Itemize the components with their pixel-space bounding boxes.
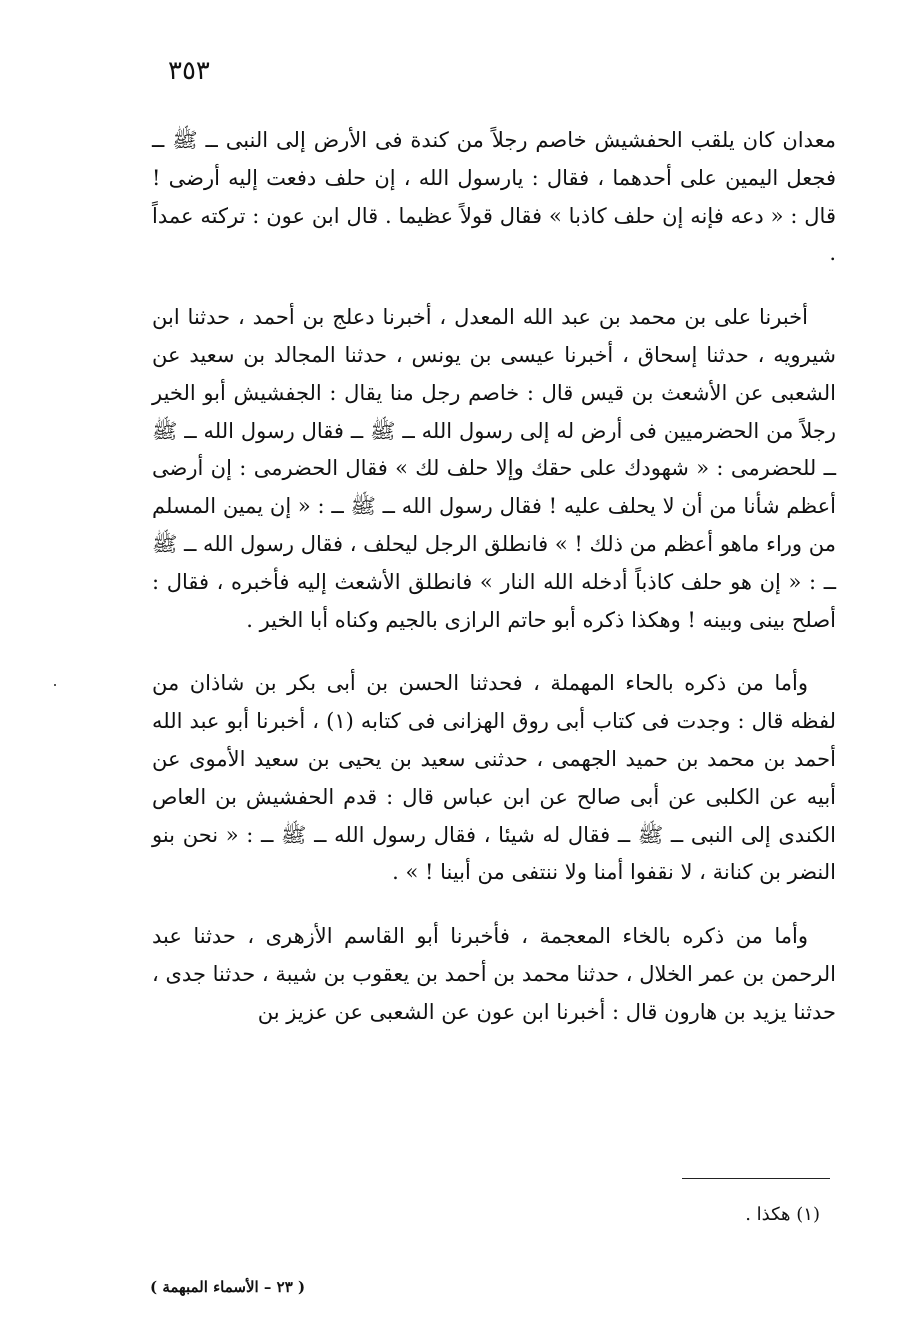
- paragraph-4: وأما من ذكره بالخاء المعجمة ، فأخبرنا أبو القاسم الأزهرى ، حدثنا عبد الرحمن بن عمر الخلال ، حدثنا محمد بن أحمد بن يعقوب بن شيبة ، حدثنا جدى ، حدثنا يزيد بن هارون قال : أخبرنا ابن عون عن الشعبى عن عزيز بن: [152, 924, 836, 1024]
- footnote: (١) هكذا .: [745, 1204, 820, 1225]
- body-text: [152, 122, 836, 1058]
- paragraph-1: معدان كان يلقب الحفشيش خاصم رجلاً من كندة فى الأرض إلى النبى ــ ﷺ ــ فجعل اليمين على أحدهما ، فقال : يارسول الله ، إن حلف دفعت إليه أرضى ! قال : « دعه فإنه إن حلف كاذبا » فقال قولاً عظيما . قال ابن عون : تركته عمداً .: [152, 128, 836, 266]
- footnote-divider: [682, 1178, 830, 1179]
- paragraph-2: أخبرنا على بن محمد بن عبد الله المعدل ، أخبرنا دعلج بن أحمد ، حدثنا ابن شيرويه ، حدثنا إسحاق ، أخبرنا عيسى بن يونس ، حدثنا المجالد بن سعيد عن الشعبى عن الأشعث بن قيس قال : خاصم رجل منا يقال : الجفشيش أبو الخير رجلاً من الحضرميين فى أرض له إلى رسول الله ــ ﷺ ــ فقال رسول الله ــ ﷺ ــ للحضرمى : « شهودك على حقك وإلا حلف لك » فقال الحضرمى : إن أرضى أعظم شأنا من أن لا يحلف عليه ! فقال رسول الله ــ ﷺ ــ : « إن يمين المسلم من وراء ماهو أعظم من ذلك ! » فانطلق الرجل ليحلف ، فقال رسول الله ــ ﷺ ــ : « إن هو حلف كاذباً أدخله الله النار » فانطلق الأشعث إليه فأخبره ، فقال : أصلح بينى وبينه ! وهكذا ذكره أبو حاتم الرازى بالجيم وكناه أبا الخير .: [152, 305, 836, 632]
- margin-mark: [54, 684, 56, 686]
- printer-signature: ( ٢٣ – الأسماء المبهمة ): [150, 1278, 306, 1296]
- page-number: ٣٥٣: [168, 56, 210, 86]
- paragraph-3: وأما من ذكره بالحاء المهملة ، فحدثنا الحسن بن أبى بكر بن شاذان من لفظه قال : وجدت فى كتاب أبى روق الهزانى فى كتابه (١) ، أخبرنا أبو عبد الله أحمد بن محمد بن حميد الجهمى ، حدثنى سعيد بن يحيى بن سعيد الأموى عن أبيه عن الكلبى عن أبى صالح عن ابن عباس قال : قدم الحفشيش بن العاص الكندى إلى النبى ــ ﷺ ــ فقال له شيئا ، فقال رسول الله ــ ﷺ ــ : « نحن بنو النضر بن كنانة ، لا نقفوا أمنا ولا ننتفى من أبينا ! » .: [152, 671, 836, 885]
